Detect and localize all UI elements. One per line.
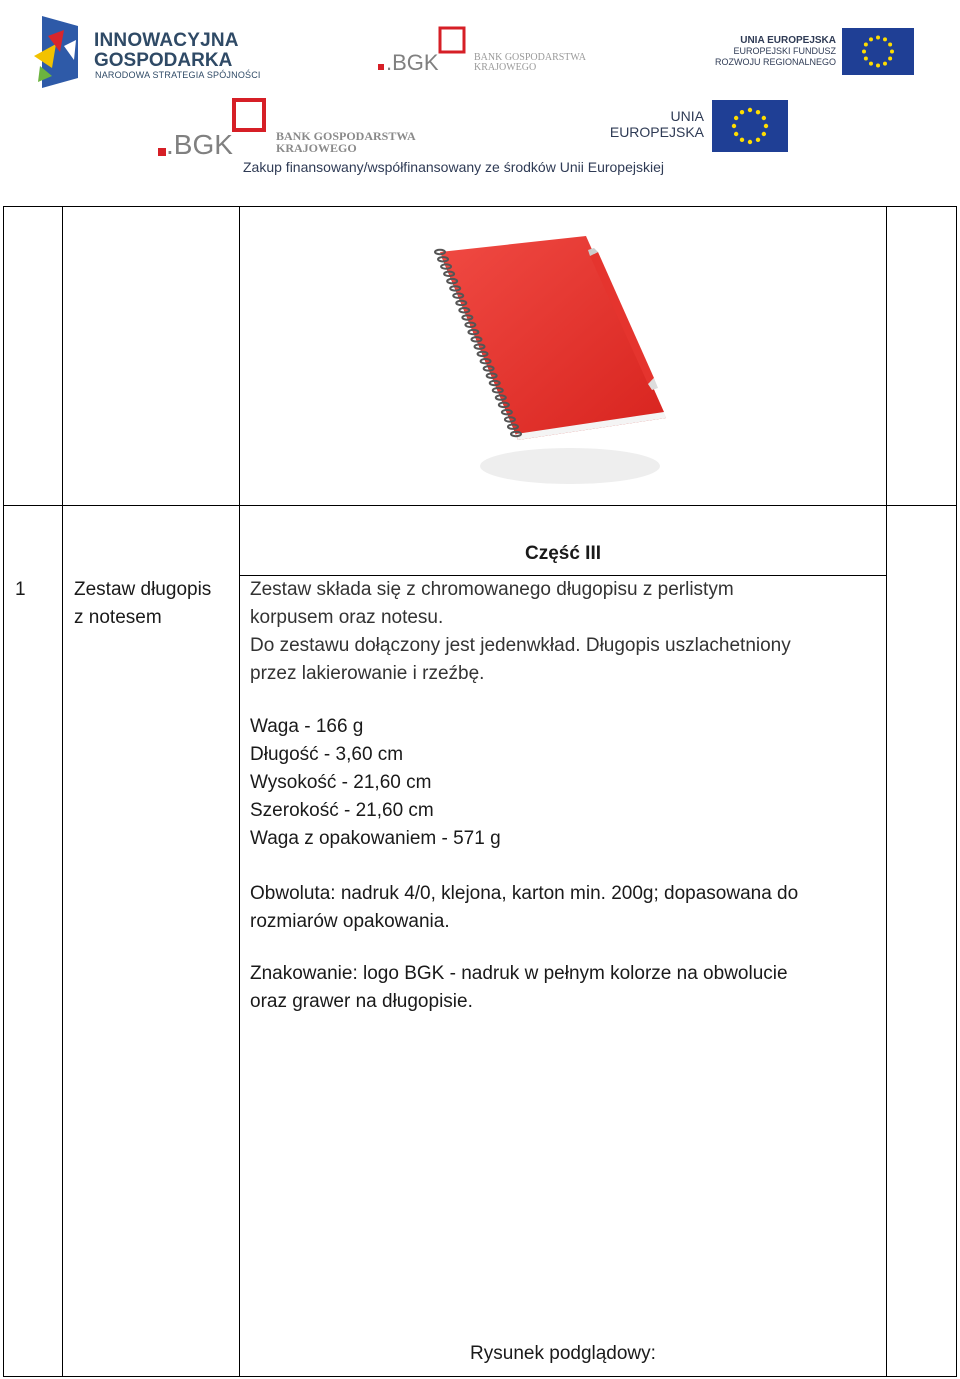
eu-star-icon bbox=[756, 138, 760, 142]
spec-packed-weight: Waga z opakowaniem - 571 g bbox=[250, 828, 501, 849]
table-border-bottom bbox=[3, 1376, 957, 1377]
table-border-left bbox=[3, 206, 4, 1377]
eu-star-icon bbox=[876, 36, 880, 40]
table-border-mid bbox=[3, 505, 957, 506]
table-col-divider-2 bbox=[239, 206, 240, 1377]
eu-star-icon bbox=[883, 37, 887, 41]
funding-note: Zakup finansowany/współfinansowany ze środków Unii Europejskiej bbox=[243, 159, 664, 175]
eu-flag-icon bbox=[842, 28, 914, 75]
ig-logo-line2: GOSPODARKA bbox=[94, 50, 233, 71]
eu-star-icon bbox=[764, 124, 768, 128]
eu-star-icon bbox=[876, 64, 880, 68]
eu-star-icon bbox=[740, 110, 744, 114]
ue-line1: UNIA bbox=[670, 108, 704, 124]
packaging-line: rozmiarów opakowania. bbox=[250, 911, 450, 932]
ig-logo-line3: NARODOWA STRATEGIA SPÓJNOŚCI bbox=[95, 70, 261, 80]
row-name-line2: z notesem bbox=[74, 607, 162, 628]
ue-line2: EUROPEJSKA bbox=[609, 124, 704, 140]
eu-star-icon bbox=[762, 116, 766, 120]
spec-height: Wysokość - 21,60 cm bbox=[250, 772, 432, 793]
spec-weight: Waga - 166 g bbox=[250, 716, 364, 737]
eu-star-icon bbox=[748, 108, 752, 112]
part-title: Część III bbox=[524, 543, 602, 564]
eu-star-icon bbox=[869, 62, 873, 66]
bgk-small-mark: .BGK bbox=[386, 50, 439, 75]
eu-star-icon bbox=[862, 50, 866, 54]
eu-star-icon bbox=[740, 138, 744, 142]
table-border-top bbox=[3, 206, 957, 207]
bgk-small-line1: BANK GOSPODARSTWA bbox=[474, 52, 586, 63]
bgk-logo-small bbox=[378, 26, 608, 80]
ue-fund-line2: EUROPEJSKI FUNDUSZ bbox=[733, 46, 836, 56]
row-lp: 1 bbox=[15, 579, 26, 600]
innowacyjna-gospodarka-flag-icon bbox=[34, 16, 78, 88]
eu-star-icon bbox=[888, 57, 892, 61]
eu-star-icon bbox=[734, 116, 738, 120]
eu-star-icon bbox=[888, 43, 892, 47]
table-border-right bbox=[956, 206, 957, 1377]
row-name-line1: Zestaw długopis bbox=[74, 579, 212, 600]
eu-star-icon bbox=[864, 57, 868, 61]
eu-star-icon bbox=[732, 124, 736, 128]
spec-width: Szerokość - 21,60 cm bbox=[250, 800, 434, 821]
notebook-with-pen-image bbox=[430, 228, 670, 498]
ig-logo-line1: INNOWACYJNA bbox=[94, 30, 239, 51]
eu-star-icon bbox=[890, 50, 894, 54]
packaging-line: Obwoluta: nadruk 4/0, klejona, karton min. 200g; dopasowana do bbox=[250, 883, 799, 904]
bgk-large-mark: .BGK bbox=[166, 129, 233, 160]
ue-fund-line3: ROZWOJU REGIONALNEGO bbox=[714, 57, 836, 67]
eu-star-icon bbox=[762, 132, 766, 136]
marking-line: oraz grawer na długopisie. bbox=[250, 991, 473, 1012]
table-col-divider-3 bbox=[886, 206, 887, 1377]
bgk-small-line2: KRAJOWEGO bbox=[474, 62, 537, 73]
bgk-large-line2: KRAJOWEGO bbox=[276, 141, 357, 155]
bgk-logo-large bbox=[156, 98, 436, 164]
ue-fund-line1: UNIA EUROPEJSKA bbox=[740, 35, 836, 46]
eu-star-icon bbox=[756, 110, 760, 114]
table-col-divider-1 bbox=[62, 206, 63, 1377]
description-line: Do zestawu dołączony jest jedenwkład. Długopis uszlachetniony bbox=[250, 635, 791, 656]
eu-flag-icon bbox=[712, 100, 788, 152]
eu-star-icon bbox=[864, 43, 868, 47]
eu-star-icon bbox=[734, 132, 738, 136]
eu-star-icon bbox=[869, 37, 873, 41]
marking-line: Znakowanie: logo BGK - nadruk w pełnym kolorze na obwolucie bbox=[250, 963, 788, 984]
eu-star-icon bbox=[883, 62, 887, 66]
spec-length: Długość - 3,60 cm bbox=[250, 744, 404, 765]
description-line: przez lakierowanie i rzeźbę. bbox=[250, 663, 485, 684]
description-line: Zestaw składa się z chromowanego długopisu z perlistym bbox=[250, 579, 734, 600]
eu-star-icon bbox=[748, 140, 752, 144]
preview-label: Rysunek podglądowy: bbox=[470, 1343, 656, 1364]
description-line: korpusem oraz notesu. bbox=[250, 607, 444, 628]
bgk-large-line1: BANK GOSPODARSTWA bbox=[276, 129, 416, 143]
